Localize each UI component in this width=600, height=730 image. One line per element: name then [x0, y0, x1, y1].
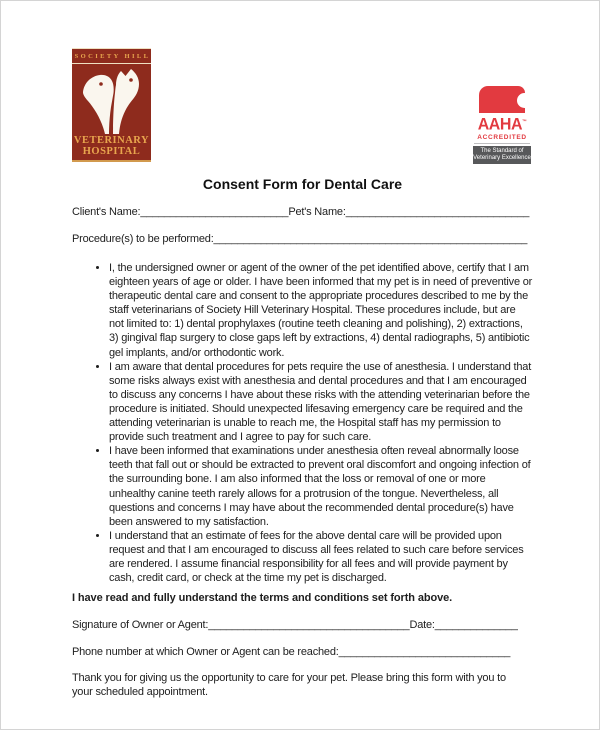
aaha-accreditation-badge	[473, 86, 531, 164]
client-name-label: Client's Name:	[72, 206, 141, 218]
date-label: Date:	[409, 619, 435, 632]
date-blank: ______________	[434, 619, 518, 632]
aaha-tagline	[473, 146, 531, 164]
term-item-fees: • I understand that an estimate of fees for the above dental care will be provided upon request and that I am encouraged to discuss all fees related to such care before services are rendered. I assume financial responsibility for all fees and will provide payment by cash, credit card, or check at the time my pet is discharged.	[109, 529, 533, 585]
procedure-row	[72, 232, 533, 246]
procedure-label: Procedure(s) to be performed:	[72, 233, 214, 245]
aaha-acronym: AAHA™	[477, 114, 527, 134]
term-item-consent: • I, the undersigned owner or agent of the owner of the pet identified above, certify that I am eighteen years of age or older. I have been informed that my pet is in need of preventive or therapeutic dental care and consent to the appropriate procedures described to me by the staff veterinarians of Society Hill Veterinary Hospital. These procedures include, but are not limited to: 1) dental prophylaxes (routine teeth cleaning and polishing), 2) extractions, 3) gingival flap surgery to close gaps left by extractions, 4) dental radiographs, 5) antibiotic gel implants, and/or orthodontic work.	[109, 261, 533, 360]
form-body	[72, 169, 533, 700]
trademark-symbol: ™	[522, 119, 527, 125]
aaha-accredited-label: ACCREDITED	[477, 133, 527, 141]
clinic-logo	[72, 48, 151, 162]
phone-row	[72, 645, 533, 659]
closing-line1: Thank you for giving us the opportunity to care for your pet. Please bring this form with you to	[72, 672, 506, 685]
dog-cat-silhouette-icon	[79, 65, 145, 135]
procedure-blank: _____________________________________________________	[213, 233, 528, 245]
term-item-extractions: • I have been informed that examinations under anesthesia often reveal abnormally loose teeth that fall out or should be extracted to prevent oral discomfort and ongoing infection of the surrounding bone. I am also informed that the loss or removal of one or more unhealthy canine teeth rarely allows for a protrusion of the tongue. Nevertheless, all questions and concerns I may have about the recommended dental procedure(s) have been answered to my satisfaction.	[109, 444, 533, 529]
signature-label: Signature of Owner or Agent:	[72, 619, 209, 632]
client-name-blank: _________________________	[140, 206, 289, 218]
phone-blank: _____________________________	[338, 646, 511, 659]
signature-blank: __________________________________	[208, 619, 410, 632]
clinic-name-line2: HOSPITAL	[82, 146, 141, 157]
aaha-tagline-line1: The Standard of	[480, 147, 524, 154]
phone-label: Phone number at which Owner or Agent can be reached:	[72, 646, 339, 659]
closing-paragraph	[72, 671, 533, 700]
aaha-fold-icon	[479, 86, 525, 113]
clinic-logo-banner-text: SOCIETY HILL	[72, 48, 151, 64]
page-title: Consent Form for Dental Care	[202, 176, 403, 192]
aaha-divider	[474, 143, 530, 144]
closing-line2: your scheduled appointment.	[72, 686, 208, 699]
terms-list	[93, 261, 533, 585]
signature-row	[72, 618, 533, 632]
clinic-name-line1: VETERINARY	[73, 135, 150, 146]
pet-name-label: Pet's Name:	[288, 206, 346, 218]
aaha-tagline-line2: Veterinary Excellence	[473, 154, 531, 161]
pet-name-blank: _______________________________	[345, 206, 530, 218]
client-pet-name-row	[72, 205, 533, 219]
acknowledgement-statement: I have read and fully understand the terms and conditions set forth above.	[72, 592, 453, 605]
term-item-anesthesia: • I am aware that dental procedures for pets require the use of anesthesia. I understand that some risks always exist with anesthesia and dental procedures and that I am encouraged to discuss any concerns I have about these risks with the attending veterinarian before the procedure is initiated. Should unexpected lifesaving emergency care be required and the attending veterinarian is unable to reach me, the Hospital staff has my permission to provide such treatment and I agree to pay for such care.	[109, 360, 533, 445]
